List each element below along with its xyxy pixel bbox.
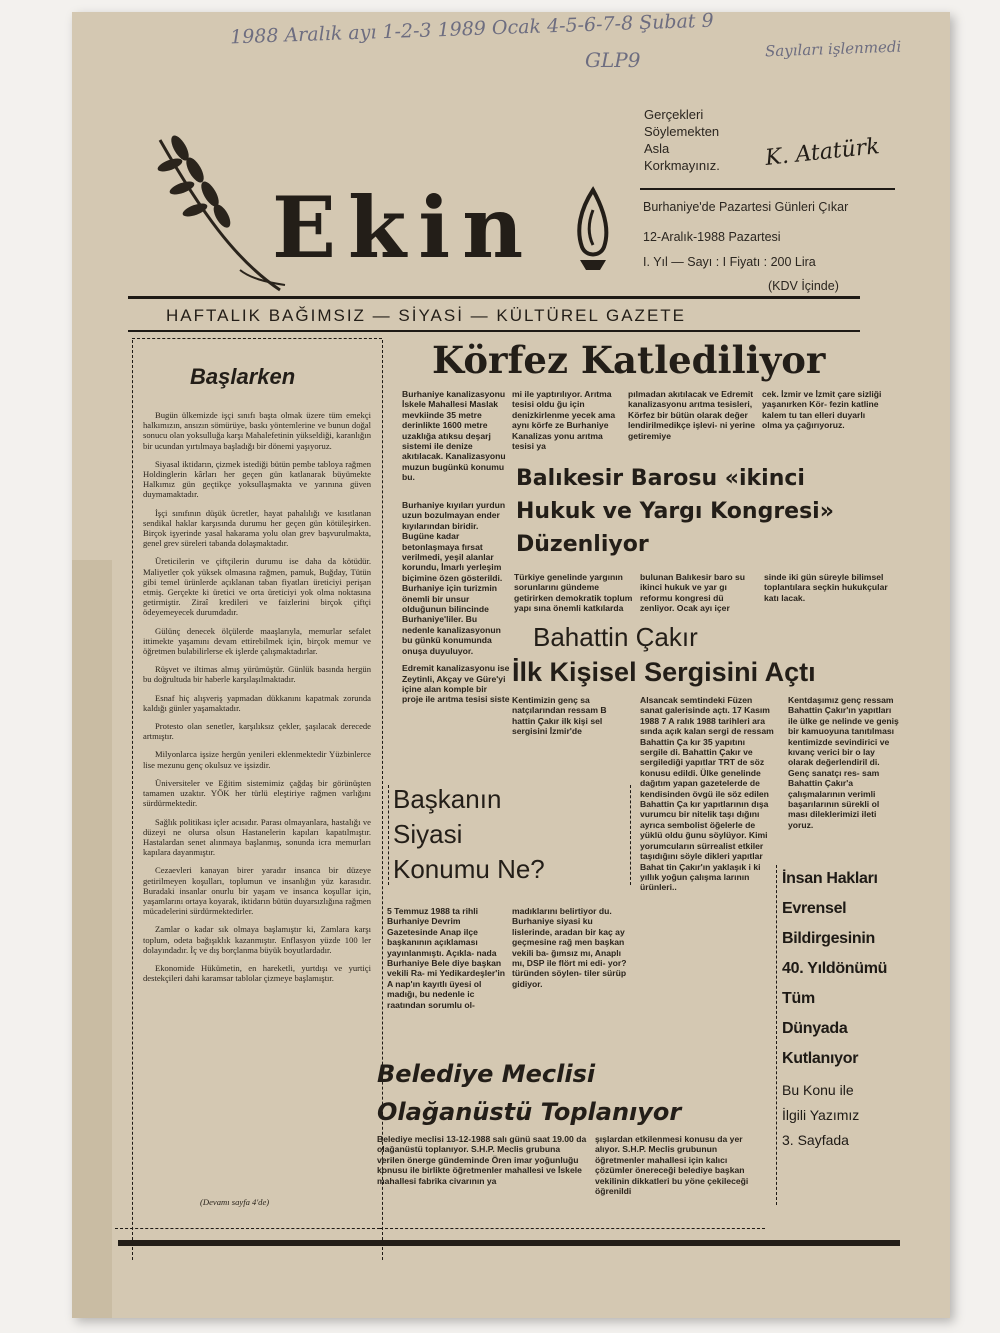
bahattin-headline-1: Bahattin Çakır [533, 622, 698, 652]
baro-col-1: Türkiye genelinde yargının sorunlarını gündeme getirirken demokratik toplum yapı sına önemli katkılarda [514, 572, 633, 614]
baro-col-2: bulunan Balıkesir baro su ikinci hukuk ve yar gı reformu kongresi dü zenliyor. Ocak ayı içer [640, 572, 746, 614]
baskan-col-1: 5 Temmuz 1988 ta rihli Burhaniye Devrim Gazetesinde Anap ilçe başkanının açıklaması yayınlanmıştı. Açıkla- nada Burhaniye Bele diye başkan vekili Ra- mi Yedikardeşler'in A nap'ın kayıtlı üyesi ol madığı, bu nedenle ic raatından sorumlu ol- [387, 906, 505, 1010]
lead-col-2: mi ile yaptırılıyor. Arıtma tesisi oldu ğu için denizkirlenme yecek ama aynı körfe ze Burhaniye Kanalizas yonu arıtma tesisi ya [512, 389, 616, 452]
masthead-rule [640, 188, 895, 190]
tagline-bottom-rule [128, 330, 860, 332]
tagline-top-rule [128, 296, 860, 299]
newspaper-fold-shadow [72, 560, 112, 1318]
lead-col-3: pılmadan akıtılacak ve Edremit kanalizasyonu arıtma tesisleri, Körfez bir bütün olarak değer lendirilmedikçe işlevi- ni yerine getiremiye [628, 389, 756, 441]
ataturk-signature: K. Atatürk [764, 134, 881, 171]
lead-col-4: cek. İzmir ve İzmit çare sizliği yaşanırken Kör- fezin katline kalem tu tan elleri duyarlı olma ya çağırıyoruz. [762, 389, 882, 431]
bahattin-col-2: Alsancak semtindeki Füzen sanat galerisinde açtı. 17 Kasım 1988 7 A ralık 1988 tarihleri ara sında açık kalan sergi de ressam Bahattin Ça kır 35 yapıtını sergile di. Bahattin Çakır ve sergilediği yapıtlar TRT de söz konusu edildi. Ülke genelinde dağıtım yapan gazetelerde de kendisinden övgü ile söz edilen Bahattin Ça kır yapıtlarının dışa vurumcu bir nitelik taşı dığını ayrıca sembolist öğelerle de yüklü oldu ğunu söylüyor. Kimi yorumcuların sürrealist etkiler taşıdığını söyle dikleri yapıtlar Bahat tin Çakır'ın yaklaşık i ki yıllık yoğun çalışma larının ürünleri.. [640, 695, 774, 893]
lead-col-1-more: Burhaniye kıyıları yurdun uzun bozulmayan ender kıyılarından biridir. Bugüne kadar betonlaşmaya fırsat verilmedi, yeşil alanlar korundu, İmarlı yerleşim biçimine özen gösterildi. Burhaniye için turizmin önemli bir unsur olduğunun bilincinde Burhaniye'liler. Bu nedenle kanalizasyonun bu günkü konumunda onuşa duyuluyor. Edremit kanalizasyonu ise Zeytinli, Akçay ve Güre'yi içine alan komple bir proje ile arıtma tesisi siste [402, 500, 510, 705]
lead-col-1: Burhaniye kanalizasyonu İskele Mahallesi Maslak mevkiinde 35 metre derinlikte 1600 metre uzaklığa atıksu deşarj sistemi ile denize akıtılacak. Kanalizasyonu muzun bugünkü konumu bu. [402, 389, 506, 483]
baro-col-3: sinde iki gün süreyle bilimsel toplantılara seçkin hukukçular katı lacak. [764, 572, 888, 603]
left-col-left-dash [132, 340, 133, 1260]
insan-haklari-box: İnsan Hakları Evrensel Bildirgesinin 40. Yıldönümü Tüm Dünyada Kutlanıyor Bu Konu ile İlgili Yazımız 3. Sayfada [782, 870, 888, 1148]
bahattin-col-1: Kentimizin genç sa natçılarından ressam B hattin Çakır ilk kişi sel sergisini İzmir'de [512, 695, 607, 737]
newspaper-title: Ekin [272, 178, 536, 277]
pencil-note-line1: 1988 Aralık ayı 1-2-3 1989 Ocak 4-5-6-7-8 Şubat 9 [229, 9, 714, 49]
baslarken-heading: Başlarken [190, 364, 296, 389]
belediye-bottom-dash [380, 1228, 765, 1229]
bahattin-col-3: Kentdaşımız genç ressam Bahattin Çakır'ın yapıtları ile ülke ge nelinde ve geniş bir kamuoyuna tanıtılması kentimizde sevindirici ve kıvanç verici bir o lay olarak değerlendiril di. Genç sanatçı res- sam Bahattin Çakır'a çalışmalarının verimli başarılarının sürekli ol ması dileklerimizi ileti yoruz. [788, 695, 899, 830]
baskan-headline: Başkanın Siyasi Konumu Ne? [393, 784, 545, 884]
left-col-top-dash [132, 338, 382, 339]
baskan-right-dash [630, 785, 631, 885]
tax-note: (KDV İçinde) [768, 279, 839, 293]
tagline: HAFTALIK BAĞIMSIZ — SİYASİ — KÜLTÜREL GAZETE [166, 306, 687, 325]
lead-headline: Körfez Katlediliyor [432, 338, 826, 382]
bahattin-headline-2: İlk Kişisel Sergisini Açtı [512, 657, 816, 687]
baskan-col-2: madıklarını belirtiyor du. Burhaniye siyasi ku lislerinde, aradan bir kaç ay geçmesine rağ men başkan vekili ba- ğımsız mı, Anaplı mı, DSP ile flört mi edi- yor? türünden söylen- tiler sürüp gidiyor. [512, 906, 627, 989]
motto: Gerçekleri Söylemekten Asla Korkmayınız. [644, 107, 720, 173]
belediye-col-1: Belediye meclisi 13-12-1988 salı günü saat 19.00 da olağanüstü toplanıyor. S.H.P. Meclis grubuna verilen önerge gündeminde Ören imar yoğunluğu konusu ile birlikte öğretmenler mahallesi ve İskele mahallesi fabrika civarının ya [377, 1134, 587, 1186]
left-col-bottom-dash [115, 1228, 380, 1229]
belediye-headline: Belediye Meclisi Olağanüstü Toplanıyor [377, 1060, 682, 1126]
continued-note: (Devamı sayfa 4'de) [200, 1197, 270, 1207]
baskan-left-dash [388, 785, 389, 885]
pencil-note-line2: Sayıları işlenmedi [764, 37, 902, 61]
wheat-logo-icon [140, 120, 290, 300]
torch-flame-icon [568, 185, 618, 280]
page-bottom-rule [118, 1240, 900, 1246]
baslarken-body: Bugün ülkemizde işçi sınıfı başta olmak üzere tüm emekçi halkımızın, ansızın sömürüye, baskı yöntemlerine ve bunun doğal sonucu olan yoksulluğa karşı Mahalefetinin yükseldiği, karanlığın bir ucundan yırtılmaya başladığı bir dönemi yaşıyoruz. Siyasal iktidarın, çizmek istediği bütün pembe tabloya rağmen Holdinglerin kârları her geçen gün katlanarak büyümekte Halkımız gün geçtikçe yoksullaşmakta ve yarınına güven duymamaktadır. İşçi sınıfının düşük ücretler, hayat pahalılığı ve kısıtlanan sendikal haklar karşısında durumu her geçen gün kötüleşirken. Birçok işyerinde yasal hakarama yolu olan grev başvurulmakta, genel grev süreleri tabanda dolaşmaktadır. Üreticilerin ve çiftçilerin durumu ise daha da kötüdür. Maliyetler çok yüksek olmasına rağmen, pamuk, Buğday, Tütün gibi temel ürünlerde açıklanan taban fiyatları üreticiyi perişan etmiş. Gerçekte ki üretici ve orta üreticiyi yok olma noktasına getirmiştir. Ziraî kredileri ve faizlerini birçok çiftçi ödeyemeyecek durumdadır. Gülünç denecek ölçülerde maaşlarıyla, memurlar sefalet ittimekte yaşamını devam ettirebilmek için, birçok memur ve öğretmen bulabilirlerse ek işlerde çalışmaktadırlar. Rüşvet ve iltimas almış yürümüştür. Günlük basında hergün bu doğrultuda bir haberle karşılaşılmaktadır. Esnaf hiç alışveriş yapmadan dükkanını kapatmak zorunda kaldığı günler yaşamaktadır. Protesto olan senetler, karşılıksız çekler, şaşılacak derecede artmıştır. Milyonlarca işsize hergün yenileri eklenmektedir Yüzbinlerce lise mezunu genç okulsuz ve işsizdir. Üniversiteler ve Eğitim sistemimiz çağdaş bir görünüşten tamamen uzaktır. YÖK her türlü eleştiriye rağmen varlığını sürdürmektedir. Sağlık politikası içler acısıdır. Parası olmayanlara, hastalığı ve düzeyi ne olursa olsun Hastanelerin kapıları kapatılmıştır. Hastalardan senet alınmaya başlanmış, sonunda icra memurları kapılara dayanmıştır. Cezaevleri kanayan birer yaradır insanca bir düzeye getirilmeyen koşulları, toplumun ve insanlığın yüz karasıdır. Buradaki insanlar onurlu bir yaşam ve insanca koşullar için, yaşamlarını ortaya koyarak, iktidarın bütün duyarsızlığına rağmen mücadelerini sürdürmektedirler. Zamlar o kadar sık olmaya başlamıştır ki, Zamlara karşı toplum, odeta bağışıklık kazanmıştır. Enflasyon yüzde 100 ler dolayındadır. İç ve dış borçlanma büyük boyutlardadır. Ekonomide Hükümetin, en hareketli, yurtdışı ve yurtiçi destekçileri dahi karamsar tablolar çizmeye başlamıştır. [143, 410, 371, 984]
issue-date: 12-Aralık-1988 Pazartesi [643, 230, 781, 244]
insan-haklari-left-dash [776, 865, 777, 1205]
pencil-note-code: GLP9 [585, 48, 641, 72]
schedule-text: Burhaniye'de Pazartesi Günleri Çıkar [643, 200, 849, 214]
issue-info: I. Yıl — Sayı : I Fiyatı : 200 Lira [643, 255, 816, 269]
baro-headline: Balıkesir Barosu «ikinci Hukuk ve Yargı Kongresi» Düzenliyor [516, 466, 834, 557]
belediye-col-2: şışlardan etkilenmesi konusu da yer alıyor. S.H.P. Meclis grubunun öğretmenler mahallesi için kalıcı çözümler önereceği belediye başkan vekilinin dikkatleri bu yöne çekileceği öğrenildi [595, 1134, 749, 1197]
